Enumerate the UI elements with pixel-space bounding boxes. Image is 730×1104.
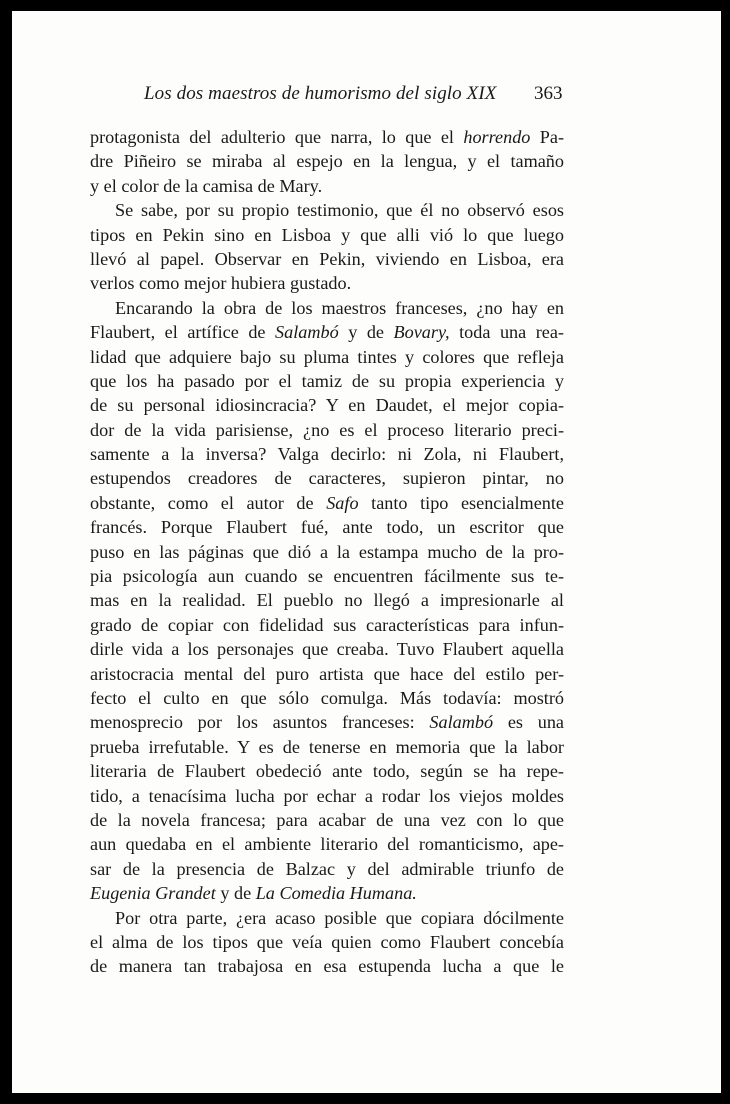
text-run: el alma de los tipos que veía quien como Flaubert concebía: [90, 931, 564, 952]
text-line: [90, 345, 564, 369]
text-run: fecto el culto en que sólo comulga. Más todavía: mostró: [90, 687, 564, 708]
text-run: llevó al papel. Observar en Pekin, viviendo en Lisboa, era: [90, 248, 564, 269]
text-line: [90, 369, 564, 393]
text-line: [90, 906, 564, 930]
text-run: Por otra parte, ¿era acaso posible que copiara dócilmente: [115, 907, 564, 928]
text-line: [90, 808, 564, 832]
text-line: [90, 393, 564, 417]
text-line: [90, 637, 564, 661]
text-run: dor de la vida parisiense, ¿no es el proceso literario preci-: [90, 419, 564, 440]
text-line: [90, 491, 564, 515]
text-line: [90, 466, 564, 490]
text-line: [90, 881, 564, 905]
text-run: de la novela francesa; para acabar de una vez con lo que: [90, 809, 564, 830]
text-line: [90, 149, 564, 173]
text-run: lidad que adquiere bajo su pluma tintes y colores que refleja: [90, 346, 564, 367]
running-title: Los dos maestros de humorismo del siglo XIX: [144, 83, 497, 104]
text-line: [90, 686, 564, 710]
text-line: [90, 710, 564, 734]
text-run: toda una rea-: [449, 322, 564, 343]
text-line: [90, 247, 564, 271]
text-run: de su personal idiosincracia? Y en Daudet, el mejor copia-: [90, 395, 564, 416]
text-line: [90, 540, 564, 564]
text-run: sar de la presencia de Balzac y del admirable triunfo de: [90, 858, 564, 879]
text-run: verlos como mejor hubiera gustado.: [90, 273, 352, 294]
text-run: prueba irrefutable. Y es de tenerse en memoria que la labor: [90, 736, 564, 757]
text-run: dirle vida a los personajes que creaba. Tuvo Flaubert aquella: [90, 639, 564, 660]
text-line: [90, 735, 564, 759]
text-run: tipos en Pekin sino en Lisboa y que alli vió lo que luego: [90, 224, 564, 245]
italic-text: horrendo: [463, 127, 531, 147]
text-run: y el color de la camisa de Mary.: [90, 175, 323, 196]
italic-text: La Comedia Humana.: [255, 883, 417, 904]
text-line: [90, 320, 564, 344]
text-run: es una: [493, 712, 564, 733]
text-run: grado de copiar con fidelidad sus características para infun-: [90, 614, 564, 635]
text-run: y de: [215, 883, 256, 904]
text-run: obstante, como el autor de: [90, 492, 327, 513]
text-line: [90, 174, 564, 198]
text-line: [90, 125, 564, 149]
italic-text: Salambó: [275, 322, 339, 343]
body-text: [90, 125, 564, 979]
text-run: Se sabe, por su propio testimonio, que él no observó esos: [115, 200, 564, 221]
page-header: [12, 83, 721, 113]
text-run: menosprecio por los asuntos franceses:: [90, 712, 430, 733]
text-line: [90, 564, 564, 588]
text-run: estupendos creadores de caracteres, supieron pintar, no: [90, 468, 564, 489]
italic-text: Bovary,: [393, 322, 450, 343]
text-line: [90, 198, 564, 222]
italic-text: Salambó: [429, 712, 494, 733]
text-line: [90, 588, 564, 612]
text-run: Encarando la obra de los maestros franceses, ¿no hay en: [115, 297, 564, 318]
text-run: que los ha pasado por el tamiz de su propia experiencia y: [90, 370, 564, 391]
text-run: protagonista del adulterio que narra, lo que el: [90, 127, 464, 147]
text-run: y de: [338, 322, 394, 343]
text-line: [90, 930, 564, 954]
text-line: [90, 954, 564, 978]
page-number: 363: [534, 83, 563, 104]
text-run: Pa-: [530, 127, 564, 147]
text-run: francés. Porque Flaubert fué, ante todo, un escritor que: [90, 517, 564, 538]
text-run: dre Piñeiro se miraba al espejo en la lengua, y el tamaño: [90, 151, 564, 172]
text-line: [90, 832, 564, 856]
text-line: [90, 857, 564, 881]
text-run: de manera tan trabajosa en esa estupenda lucha a que le: [90, 956, 564, 977]
text-run: aristocracia mental del puro artista que hace del estilo per-: [90, 663, 564, 684]
text-run: pia psicología aun cuando se encuentren fácilmente sus te-: [90, 566, 564, 587]
text-line: [90, 296, 564, 320]
text-line: [90, 442, 564, 466]
text-run: aun quedaba en el ambiente literario del romanticismo, ape-: [90, 834, 564, 855]
text-run: literaria de Flaubert obedeció ante todo, según se ha repe-: [90, 761, 564, 782]
text-run: samente a la inversa? Valga decirlo: ni Zola, ni Flaubert,: [90, 444, 564, 465]
text-line: [90, 515, 564, 539]
italic-text: Safo: [326, 492, 359, 513]
italic-text: Eugenia Grandet: [90, 883, 216, 904]
text-line: [90, 662, 564, 686]
text-run: tido, a tenacísima lucha por echar a rodar los viejos moldes: [90, 785, 564, 806]
text-run: mas en la realidad. El pueblo no llegó a impresionarle al: [90, 590, 564, 611]
text-line: [90, 759, 564, 783]
book-page: [12, 11, 721, 1093]
text-line: [90, 418, 564, 442]
text-line: [90, 784, 564, 808]
text-run: puso en las páginas que dió a la estampa mucho de la pro-: [90, 541, 564, 562]
text-line: [90, 271, 564, 295]
text-line: [90, 613, 564, 637]
text-line: [90, 223, 564, 247]
text-run: Flaubert, el artífice de: [90, 322, 276, 343]
text-run: tanto tipo esencialmente: [358, 492, 564, 513]
